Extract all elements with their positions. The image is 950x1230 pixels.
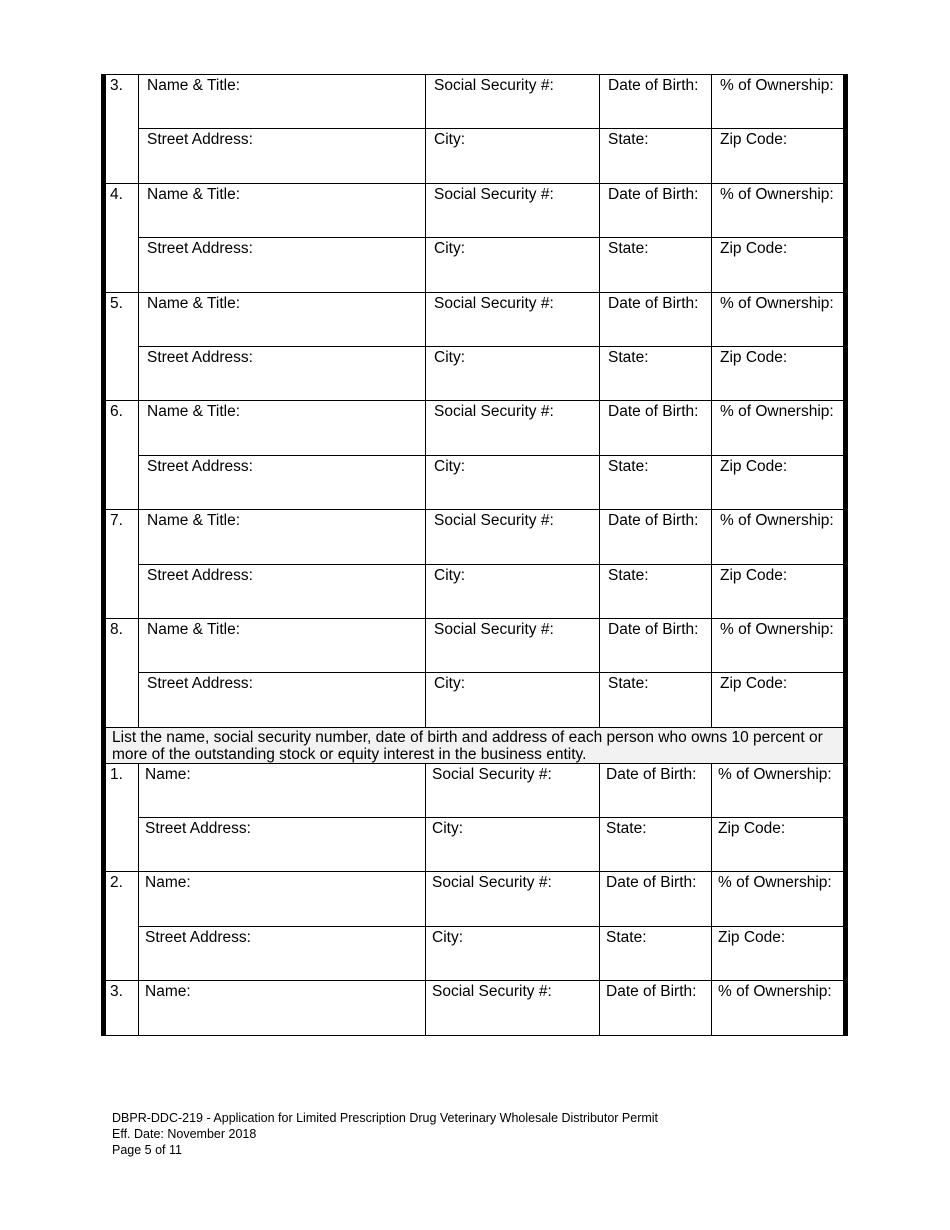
- ownership-field[interactable]: % of Ownership:: [712, 400, 843, 454]
- state-field[interactable]: State:: [600, 455, 712, 509]
- name-title-field[interactable]: Name:: [139, 763, 426, 817]
- ssn-field[interactable]: Social Security #:: [426, 980, 600, 1034]
- row-number-continued: [106, 672, 139, 726]
- row-number-continued: [106, 346, 139, 400]
- ownership-form: [101, 74, 848, 1036]
- state-field[interactable]: State:: [600, 346, 712, 400]
- ssn-field[interactable]: Social Security #:: [426, 509, 600, 563]
- street-address-field[interactable]: Street Address:: [139, 128, 426, 182]
- street-address-field[interactable]: Street Address:: [139, 346, 426, 400]
- state-field[interactable]: State:: [600, 564, 712, 618]
- city-field[interactable]: City:: [426, 128, 600, 182]
- ssn-field[interactable]: Social Security #:: [426, 400, 600, 454]
- street-address-field[interactable]: Street Address:: [139, 455, 426, 509]
- ssn-field[interactable]: Social Security #:: [426, 74, 600, 128]
- ssn-field[interactable]: Social Security #:: [426, 763, 600, 817]
- street-address-field[interactable]: Street Address:: [139, 926, 426, 980]
- footer-eff-date: Eff. Date: November 2018: [112, 1127, 257, 1141]
- dob-field[interactable]: Date of Birth:: [600, 980, 712, 1034]
- row-number: 7.: [106, 509, 139, 563]
- row-number: 2.: [106, 871, 139, 925]
- footer-form-id: DBPR-DDC-219 - Application for Limited Prescription Drug Veterinary Wholesale Distributor Permit: [112, 1111, 659, 1125]
- row-number-continued: [106, 564, 139, 618]
- dob-field[interactable]: Date of Birth:: [600, 509, 712, 563]
- zip-code-field[interactable]: Zip Code:: [712, 564, 843, 618]
- name-title-field[interactable]: Name:: [139, 871, 426, 925]
- city-field[interactable]: City:: [426, 455, 600, 509]
- state-field[interactable]: State:: [600, 926, 712, 980]
- name-title-field[interactable]: Name & Title:: [139, 183, 426, 237]
- name-title-field[interactable]: Name & Title:: [139, 400, 426, 454]
- zip-code-field[interactable]: Zip Code:: [712, 455, 843, 509]
- street-address-field[interactable]: Street Address:: [139, 817, 426, 871]
- name-title-field[interactable]: Name & Title:: [139, 74, 426, 128]
- row-number: 5.: [106, 292, 139, 346]
- city-field[interactable]: City:: [426, 346, 600, 400]
- zip-code-field[interactable]: Zip Code:: [712, 346, 843, 400]
- name-title-field[interactable]: Name & Title:: [139, 618, 426, 672]
- row-number: 4.: [106, 183, 139, 237]
- ownership-field[interactable]: % of Ownership:: [712, 183, 843, 237]
- ownership-field[interactable]: % of Ownership:: [712, 618, 843, 672]
- row-number: 3.: [106, 980, 139, 1034]
- row-number: 1.: [106, 763, 139, 817]
- street-address-field[interactable]: Street Address:: [139, 564, 426, 618]
- owners-grid: [106, 763, 843, 1036]
- instruction-text: List the name, social security number, date of birth and address of each person who owns 10 percent or more of the outstanding stock or equity interest in the business entity.: [106, 727, 843, 763]
- row-number-continued: [106, 926, 139, 980]
- city-field[interactable]: City:: [426, 926, 600, 980]
- row-number-continued: [106, 817, 139, 871]
- ownership-field[interactable]: % of Ownership:: [712, 763, 843, 817]
- ssn-field[interactable]: Social Security #:: [426, 871, 600, 925]
- city-field[interactable]: City:: [426, 817, 600, 871]
- state-field[interactable]: State:: [600, 237, 712, 291]
- name-title-field[interactable]: Name & Title:: [139, 292, 426, 346]
- zip-code-field[interactable]: Zip Code:: [712, 672, 843, 726]
- dob-field[interactable]: Date of Birth:: [600, 871, 712, 925]
- zip-code-field[interactable]: Zip Code:: [712, 128, 843, 182]
- zip-code-field[interactable]: Zip Code:: [712, 926, 843, 980]
- row-number-continued: [106, 455, 139, 509]
- state-field[interactable]: State:: [600, 817, 712, 871]
- street-address-field[interactable]: Street Address:: [139, 237, 426, 291]
- name-title-field[interactable]: Name:: [139, 980, 426, 1034]
- officers-grid: [106, 74, 843, 727]
- zip-code-field[interactable]: Zip Code:: [712, 817, 843, 871]
- ownership-field[interactable]: % of Ownership:: [712, 509, 843, 563]
- ownership-field[interactable]: % of Ownership:: [712, 292, 843, 346]
- city-field[interactable]: City:: [426, 564, 600, 618]
- page-footer: [112, 1110, 658, 1158]
- row-number: 3.: [106, 74, 139, 128]
- dob-field[interactable]: Date of Birth:: [600, 618, 712, 672]
- dob-field[interactable]: Date of Birth:: [600, 183, 712, 237]
- street-address-field[interactable]: Street Address:: [139, 672, 426, 726]
- dob-field[interactable]: Date of Birth:: [600, 292, 712, 346]
- footer-page-number: Page 5 of 11: [112, 1143, 182, 1157]
- ssn-field[interactable]: Social Security #:: [426, 618, 600, 672]
- state-field[interactable]: State:: [600, 672, 712, 726]
- ownership-field[interactable]: % of Ownership:: [712, 980, 843, 1034]
- row-number-continued: [106, 237, 139, 291]
- dob-field[interactable]: Date of Birth:: [600, 74, 712, 128]
- dob-field[interactable]: Date of Birth:: [600, 400, 712, 454]
- zip-code-field[interactable]: Zip Code:: [712, 237, 843, 291]
- ssn-field[interactable]: Social Security #:: [426, 292, 600, 346]
- city-field[interactable]: City:: [426, 672, 600, 726]
- name-title-field[interactable]: Name & Title:: [139, 509, 426, 563]
- dob-field[interactable]: Date of Birth:: [600, 763, 712, 817]
- ownership-field[interactable]: % of Ownership:: [712, 871, 843, 925]
- city-field[interactable]: City:: [426, 237, 600, 291]
- row-number-continued: [106, 128, 139, 182]
- ownership-field[interactable]: % of Ownership:: [712, 74, 843, 128]
- row-number: 8.: [106, 618, 139, 672]
- ssn-field[interactable]: Social Security #:: [426, 183, 600, 237]
- state-field[interactable]: State:: [600, 128, 712, 182]
- row-number: 6.: [106, 400, 139, 454]
